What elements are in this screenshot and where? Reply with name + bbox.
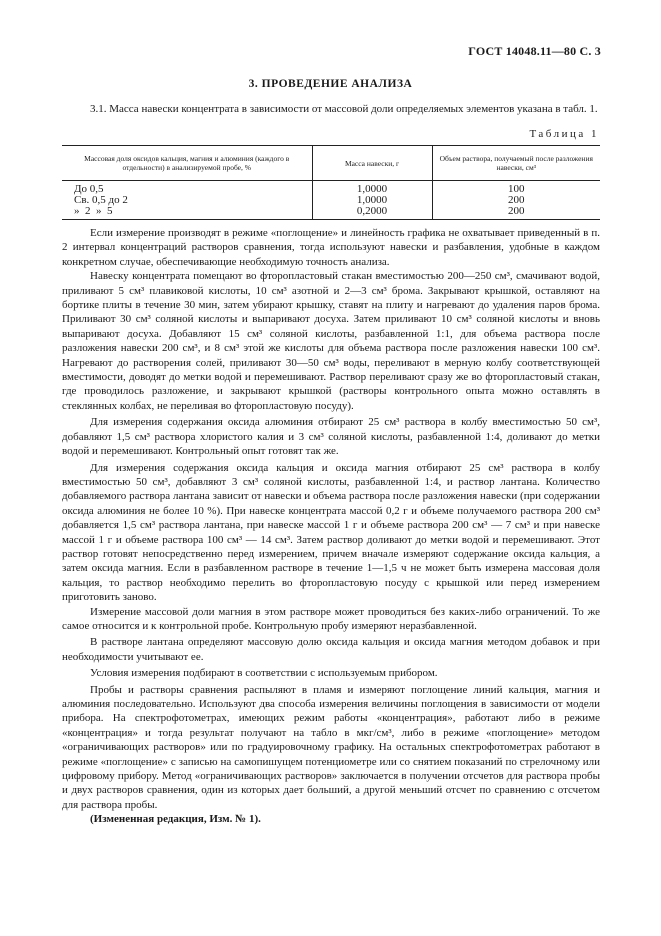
paragraph: Для измерения содержания оксида алюминия отбирают 25 см³ раствора в колбу вместимостью 50 см³, добавляют 1,5 см³ раствора хлористого калия и 3 см³ соляной кислоты, разбавленной 1:4, доливают до метки водой и перемешивают. Контрольный опыт готовят так же. [62, 416, 600, 458]
table-header-row [62, 146, 600, 181]
table-cell: 1,0000 [312, 195, 432, 206]
table-cell: 200 [432, 206, 600, 220]
intro-block [62, 102, 600, 116]
header-mass-fraction: Массовая доля оксидов кальция, магния и алюминия (каждого в отдельности) в анализируемой пробе, % [62, 146, 312, 181]
table-cell: » 2 » 5 [62, 206, 312, 220]
table-cell: 0,2000 [312, 206, 432, 220]
paragraph: Если измерение производят в режиме «поглощение» и линейность графика не охватывает приведенный в п. 2 интервал концентраций растворов сравнения, тогда используют навески и разбавления, удобные в каждом конкретном случае, обеспечивающие необходимую точность анализа. [62, 227, 600, 268]
paragraph: Навеску концентрата помещают во фторопластовый стакан вместимостью 200—250 см³, смачивают водой, приливают 5 см³ плавиковой кислоты, 10 см³ азотной и 2—3 см³ брома. Закрывают крышкой, оставляют на бортике плиты в течение 30 мин, затем убирают крышку, ставят на плиту и нагревают до удаления паров брома. Приливают 30 см³ соляной кислоты и выпаривают досуха. Затем приливают 10 см³ соляной кислоты и вновь выпаривают досуха. Добавляют 15 см³ соляной кислоты, разбавленной 1:1, для объема раствора после разложения навески 200 см³, и 8 см³ этой же кислоты для объема раствора после разложения навески 100 см³. Нагревают до растворения солей, приливают 30—50 см³ воды, переливают в мерную колбу соответствующей вместимости, доводят до метки водой и перемешивают. Раствор переливают сразу же во фторопластовый стакан, где проводилось разложение, и закрывают крышкой (растворы контрольного опыта можно оставлять в стеклянных колбах, не переливая во фторопластовую посуду). [62, 270, 600, 412]
table-cell: 1,0000 [312, 181, 432, 196]
table-cell: 200 [432, 195, 600, 206]
table-row [62, 206, 600, 220]
intro-paragraph: 3.1. Масса навески концентрата в зависимости от массовой доли определяемых элементов указана в табл. 1. [90, 103, 598, 115]
header-sample-mass: Масса навески, г [312, 146, 432, 181]
edition-note: (Измененная редакция, Изм. № 1). [90, 813, 261, 826]
table-caption: Таблица 1 [529, 128, 599, 140]
table-cell: 100 [432, 181, 600, 196]
main-text [62, 226, 600, 827]
paragraph: Измерение массовой доли магния в этом растворе может проводиться без каких-либо ограничений. То же самое относится и к контрольной пробе. Контрольную пробу измеряют неразбавленной. [62, 605, 600, 632]
header-solution-volume: Объем раствора, получаемый после разложения навески, см³ [432, 146, 600, 181]
paragraph: Для измерения содержания оксида кальция и оксида магния отбирают 25 см³ раствора в колбу вместимостью 50 см³, добавляют 3 см³ соляной кислоты, разбавленной 1:4, и раствор лантана. Количество добавляемого раствора лантана зависит от навески и объема раствора после разложения навески (при содержании оксида алюминия не более 10 %). При навеске концентрата массой 0,2 г и объеме получаемого раствора 200 см³ добавляется 1,5 см³ раствора лантана, при навеске массой 1 г и объеме раствора 200 см³ — 7 см³ и при навеске массой 1 г и объеме раствора 100 см³ — 14 см³. Затем раствор доливают до метки водой и перемешивают. Этот раствор готовят непосредственно перед измерением, причем вначале измеряют содержание оксида кальция, а затем оксида магния. Если в разбавленном растворе в течение 1—1,5 ч не может быть измерена массовая доля кальция, то раствор необходимо перелить во фторопластовую посуду с крышкой или перед измерением приготовить заново. [62, 461, 600, 604]
paragraph: Условия измерения подбирают в соответствии с используемым прибором. [90, 667, 438, 680]
paragraph: Пробы и растворы сравнения распыляют в пламя и измеряют поглощение линий кальция, магния и алюминия последовательно. Используют два способа измерения величины поглощения в зависимости от модели прибора. На спектрофотометрах, имеющих режим работы «концентрация», работают либо в режиме «концентрация» и тогда результат получают на табло в мкг/см³, либо в режиме «поглощение» методом «ограничивающих растворов» или по градуировочному графику. На остальных спектрофотометрах работают в режиме «поглощение» с записью на самопишущем потенциометре или со снятием показаний по стрелочному или цифровому прибору. Метод «ограничивающих растворов» заключается в получении отсчетов для раствора пробы и двух растворов сравнения, один из которых дает больший, а другой меньший отсчет по сравнению с отсчетом для раствора пробы. [62, 683, 600, 811]
table-cell: До 0,5 [74, 183, 104, 195]
section-title: 3. ПРОВЕДЕНИЕ АНАЛИЗА [248, 78, 413, 90]
table-row [62, 181, 600, 196]
paragraph: В растворе лантана определяют массовую долю оксида кальция и оксида магния методом добавок и при необходимости учитывают ее. [62, 636, 600, 663]
table-cell: Св. 0,5 до 2 [74, 194, 128, 206]
mass-table [62, 145, 600, 220]
page-header: ГОСТ 14048.11—80 С. 3 [468, 44, 601, 58]
